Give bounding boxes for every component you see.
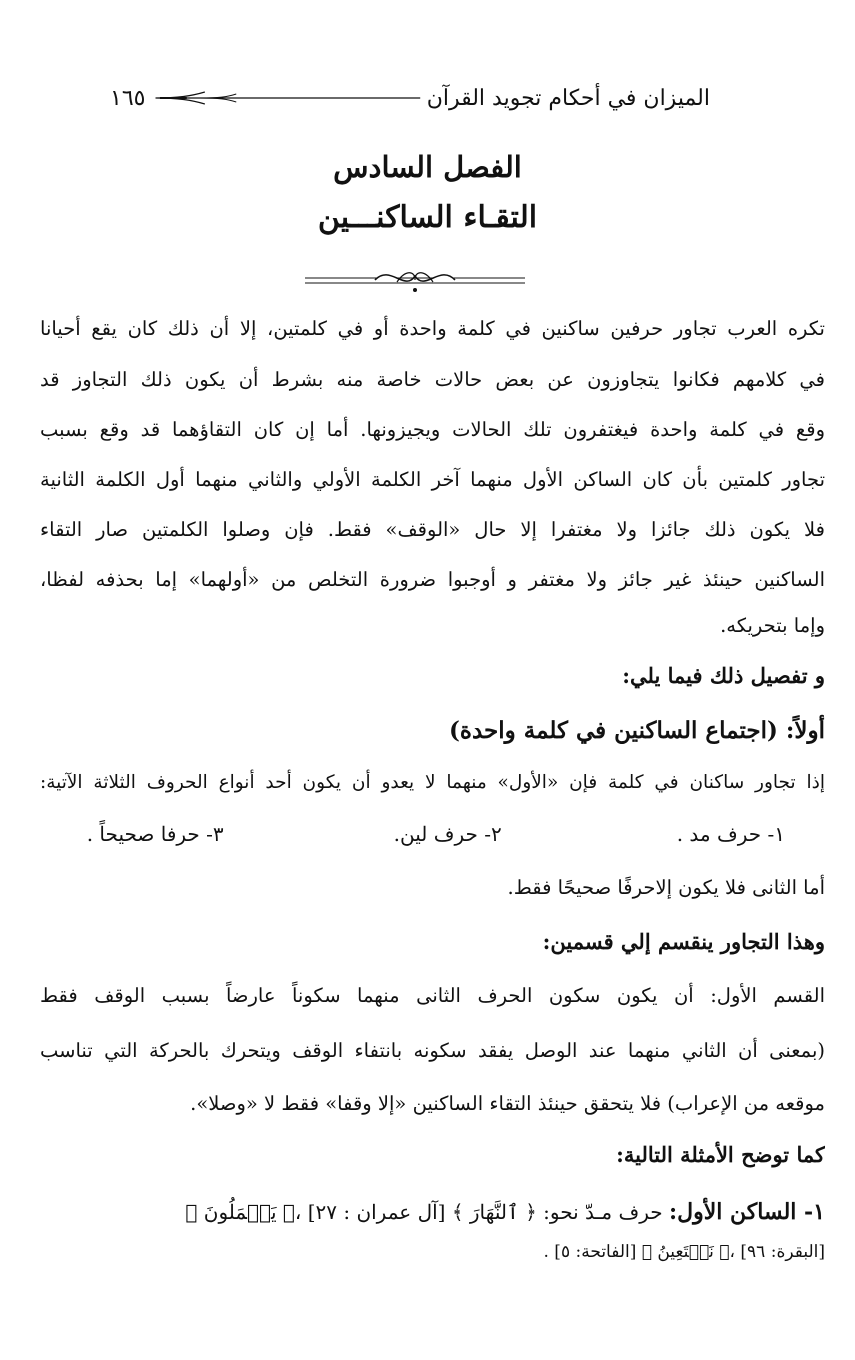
paragraph-line: القسم الأول: أن يكون سكون الحرف الثانى منهما سكوناً عارضاً بسبب الوقف فقط — [40, 984, 825, 1007]
paragraph-line: تكره العرب تجاور حرفين ساكنين في كلمة واحدة أو في كلمتين، إلا أن ذلك كان يقع أحيانا — [40, 317, 825, 340]
list-item: ٢- حرف لين. — [393, 822, 502, 846]
paragraph-line: في كلامهم فكانوا يتجاوزون عن بعض حالات خاصة منه بشرط أن يكون ذلك التجاوز قد — [40, 368, 825, 391]
running-head — [110, 78, 710, 118]
paragraph-line: تجاور كلمتين بأن كان الساكن الأول منهما آخر الكلمة الأولي والثاني منهما أول الكلمة الثانية — [40, 468, 825, 491]
letter-types-list — [40, 814, 825, 854]
division-heading: وهذا التجاور ينقسم إلي قسمين: — [542, 929, 825, 954]
paragraph-line: موقعه من الإعراب) فلا يتحقق حينئذ التقاء الساكنين «إلا وقفا» فقط لا «وصلا». — [190, 1092, 825, 1115]
paragraph-line: (بمعنى أن الثاني منهما عند الوصل يفقد سكونه بانتفاء الوقف ويتحرك بالحركة التي تناسب — [40, 1039, 825, 1062]
example-line — [40, 1192, 825, 1232]
paragraph-line: الساكنين حينئذ غير جائز ولا مغتفر و أوجبوا ضرورة التخلص من «أولهما» إما بحذفه لفظا، — [40, 568, 825, 591]
paragraph-line: فلا يكون ذلك جائزا ولا مغتفرا إلا حال «الوقف» فقط. فإن وصلوا الكلمتين صار التقاء — [40, 518, 825, 541]
details-intro: و تفصيل ذلك فيما يلي: — [622, 663, 825, 688]
ornament-divider — [305, 262, 525, 298]
example-continuation: [البقرة: ٩٦] ،﴿ نَسۡتَعِينُ ﴾ [الفاتحة: ٥] . — [543, 1242, 825, 1262]
examples-heading: كما توضح الأمثلة التالية: — [616, 1142, 825, 1167]
rule-text: إذا تجاور ساكنان في كلمة فإن «الأول» منهما لا يعدو أن يكون أحد أنواع الحروف الثلاثة الآتية: — [40, 772, 825, 793]
list-item: ٣- حرفا صحيحاً . — [86, 822, 224, 846]
paragraph-line: وإما بتحريكه. — [720, 614, 825, 637]
rule-text: أما الثانى فلا يكون إلاحرفًا صحيحًا فقط. — [507, 876, 825, 899]
section-title: التقـاء الساكنـــين — [317, 200, 538, 235]
example-label: ١- الساكن الأول: — [668, 1199, 825, 1225]
first-heading: أولاً: (اجتماع الساكنين في كلمة واحدة) — [449, 717, 825, 744]
paragraph-line: وقع في كلمة واحدة فيغتفرون تلك الحالات ويجيزونها. أما إن كان التقاؤهما قد وقع بسبب — [40, 418, 825, 441]
chapter-title: الفصل السادس — [333, 150, 522, 184]
decorative-arrow-rule — [151, 88, 420, 108]
list-item: ١- حرف مد . — [676, 822, 785, 846]
example-text: حرف مـدّ نحو: ﴿ ٱلنَّهَارَ ﴾ [آل عمران : ٢٧] ،﴿ يَعۡمَلُونَ ﴾ — [185, 1200, 663, 1224]
page-number: ١٦٥ — [110, 85, 146, 111]
running-title: الميزان في أحكام تجويد القرآن — [426, 85, 710, 111]
